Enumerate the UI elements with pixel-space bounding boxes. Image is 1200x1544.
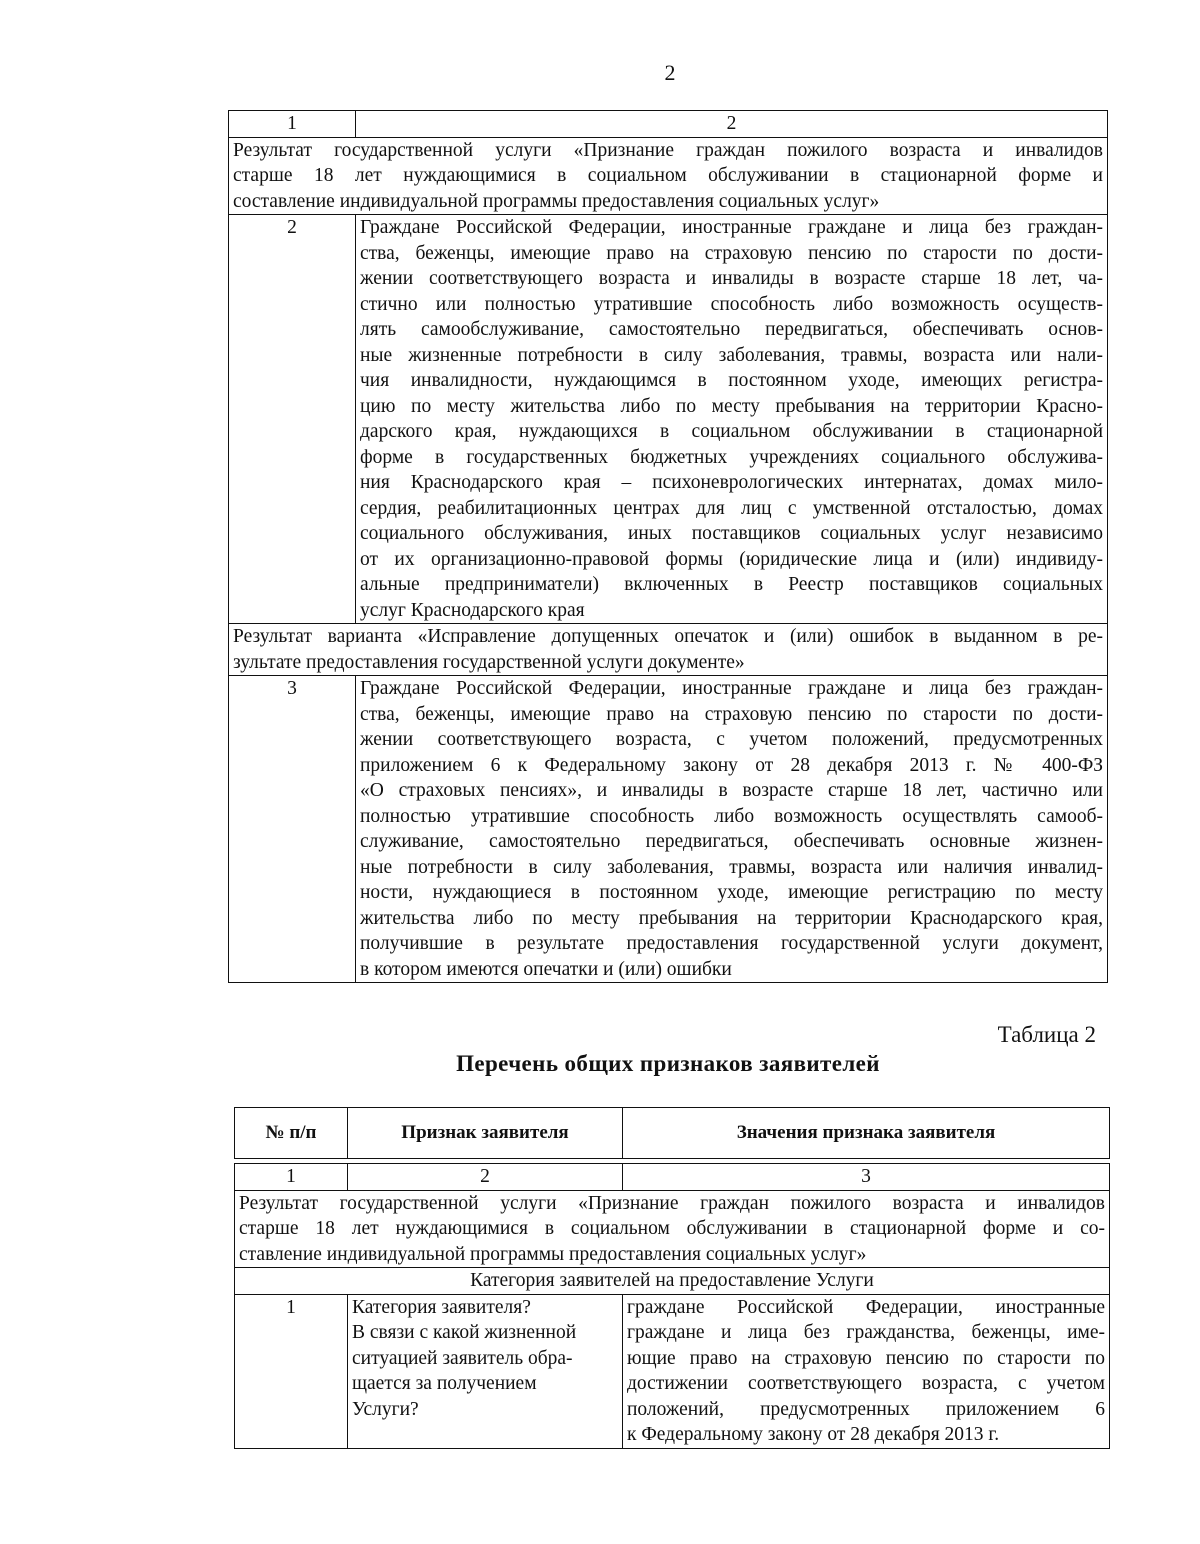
column-number: 2: [348, 1164, 623, 1191]
text-line: цию по месту жительства либо по месту пребывания на территории Красно-: [360, 395, 1103, 417]
table-row: [229, 137, 1108, 215]
page-number: 2: [664, 60, 676, 85]
header-cell: 1: [229, 111, 356, 138]
text-line: ситуацией заявитель обра-: [352, 1347, 573, 1369]
table-row: [229, 111, 1108, 138]
section-title: [235, 1190, 1110, 1268]
text-line: ства, беженцы, имеющие право на страховую пенсию по старости по дости-: [360, 242, 1103, 264]
text-line: ства, беженцы, имеющие право на страховую пенсию по старости по дости-: [360, 703, 1103, 725]
text-line: ные жизненные потребности в силу заболевания, травмы, возраста или нали-: [360, 344, 1103, 366]
row-number: 2: [229, 215, 356, 624]
sign-cell: [348, 1294, 623, 1448]
table-row: [235, 1164, 1110, 1191]
text-line: служивание, самостоятельно передвигаться, обеспечивать основные жизнен-: [360, 831, 1103, 852]
column-number: 1: [235, 1164, 348, 1191]
text-line: жении соответствующего возраста и инвалиды в возрасте старше 18 лет, ча-: [360, 268, 1103, 289]
table-row: [229, 676, 1108, 983]
text-line: В связи с какой жизненной: [352, 1322, 577, 1343]
text-line: к Федеральному закону от 28 декабря 2013 г.: [627, 1424, 1000, 1445]
text-line: Результат государственной услуги «Признание граждан пожилого возраста и инвалидов: [239, 1192, 1105, 1214]
header-cell: Значения признака заявителя: [623, 1108, 1110, 1159]
text-line: ставление индивидуальной программы предоставления социальных услуг»: [239, 1243, 867, 1265]
table-row: [229, 624, 1108, 676]
text-line: ющие право на страховую пенсию по старости по: [627, 1347, 1105, 1369]
table-1: [228, 110, 1108, 983]
text-line: зультате предоставления государственной услуги документе»: [233, 651, 745, 673]
text-line: от их организационно-правовой формы (юридические лица и (или) индивиду-: [360, 548, 1103, 570]
section-title: [229, 137, 1108, 215]
text-line: Услуги?: [352, 1398, 419, 1420]
column-number: 3: [623, 1164, 1110, 1191]
text-line: форме в государственных бюджетных учреждениях социального обслужива-: [360, 446, 1103, 468]
text-line: получившие в результате предоставления государственной услуги документ,: [360, 933, 1103, 954]
table-row: [235, 1294, 1110, 1448]
text-line: достижении соответствующего возраста, с учетом: [627, 1373, 1105, 1394]
category-title: Категория заявителей на предоставление Услуги: [235, 1268, 1110, 1295]
text-line: жении соответствующего возраста, с учетом положений, предусмотренных: [360, 729, 1103, 750]
table-row: [235, 1190, 1110, 1268]
table-2-header: [234, 1107, 1110, 1159]
text-line: чия инвалидности, нуждающимся в постоянном уходе, имеющих регистра-: [360, 370, 1103, 391]
text-line: составление индивидуальной программы предоставления социальных услуг»: [233, 190, 880, 212]
table-row: [229, 215, 1108, 624]
text-line: стично или полностью утратившие способность либо возможность осуществ-: [360, 293, 1103, 315]
header-cell: 2: [356, 111, 1108, 138]
table-2: [234, 1163, 1110, 1449]
text-line: альные предприниматели) включенных в Реестр поставщиков социальных: [360, 574, 1103, 595]
text-line: ные потребности в силу заболевания, травмы, возраста или наличия инвалид-: [360, 856, 1103, 878]
table-title: Перечень общих признаков заявителей: [456, 1051, 880, 1076]
text-line: дарского края, нуждающихся в социальном обслуживании в стационарной: [360, 421, 1103, 442]
row-text: [356, 215, 1108, 624]
text-line: Результат варианта «Исправление допущенных опечаток и (или) ошибок в выданном в ре-: [233, 626, 1103, 647]
text-line: Результат государственной услуги «Признание граждан пожилого возраста и инвалидов: [233, 139, 1103, 161]
row-number: 1: [235, 1294, 348, 1448]
text-line: услуг Краснодарского края: [360, 599, 585, 621]
text-line: щается за получением: [352, 1373, 537, 1394]
text-line: старше 18 лет нуждающимися в социальном обслуживании в стационарной форме и со-: [239, 1218, 1105, 1239]
text-line: сердия, реабилитационных центрах для лиц с умственной отсталостью, домах: [360, 497, 1103, 519]
text-line: ности, нуждающиеся в постоянном уходе, имеющие регистрацию по месту: [360, 882, 1103, 903]
row-number: 3: [229, 676, 356, 983]
text-line: социального обслуживания, иных поставщиков социальных услуг независимо: [360, 523, 1103, 544]
table-row: [235, 1268, 1110, 1295]
table-row: [235, 1108, 1110, 1159]
text-line: Граждане Российской Федерации, иностранные граждане и лица без граждан-: [360, 678, 1103, 699]
value-cell: [623, 1294, 1110, 1448]
header-cell: Признак заявителя: [348, 1108, 623, 1159]
text-line: ния Краснодарского края – психоневрологических интернатах, домах мило-: [360, 472, 1103, 493]
text-line: положений, предусмотренных приложением 6: [627, 1398, 1105, 1420]
header-cell: № п/п: [235, 1108, 348, 1159]
text-line: старше 18 лет нуждающимися в социальном обслуживании в стационарной форме и: [233, 165, 1103, 186]
text-line: в котором имеются опечатки и (или) ошибки: [360, 958, 732, 980]
text-line: лять самообслуживание, самостоятельно передвигаться, обеспечивать основ-: [360, 319, 1103, 340]
text-line: граждане Российской Федерации, иностранные: [627, 1296, 1105, 1318]
text-line: жительства либо по месту пребывания на территории Краснодарского края,: [360, 907, 1103, 929]
table-label: Таблица 2: [997, 1022, 1096, 1047]
text-line: полностью утратившие способность либо возможность осуществлять самооб-: [360, 805, 1103, 827]
text-line: Категория заявителя?: [352, 1296, 531, 1318]
text-line: «О страховых пенсиях», и инвалиды в возрасте старше 18 лет, частично или: [360, 780, 1103, 801]
section-title: [229, 624, 1108, 676]
text-line: граждане и лица без гражданства, беженцы, име-: [627, 1322, 1105, 1343]
text-line: Граждане Российской Федерации, иностранные граждане и лица без граждан-: [360, 217, 1103, 238]
text-line: приложением 6 к Федеральному закону от 28 декабря 2013 г. № 400-ФЗ: [360, 754, 1103, 776]
row-text: [356, 676, 1108, 983]
